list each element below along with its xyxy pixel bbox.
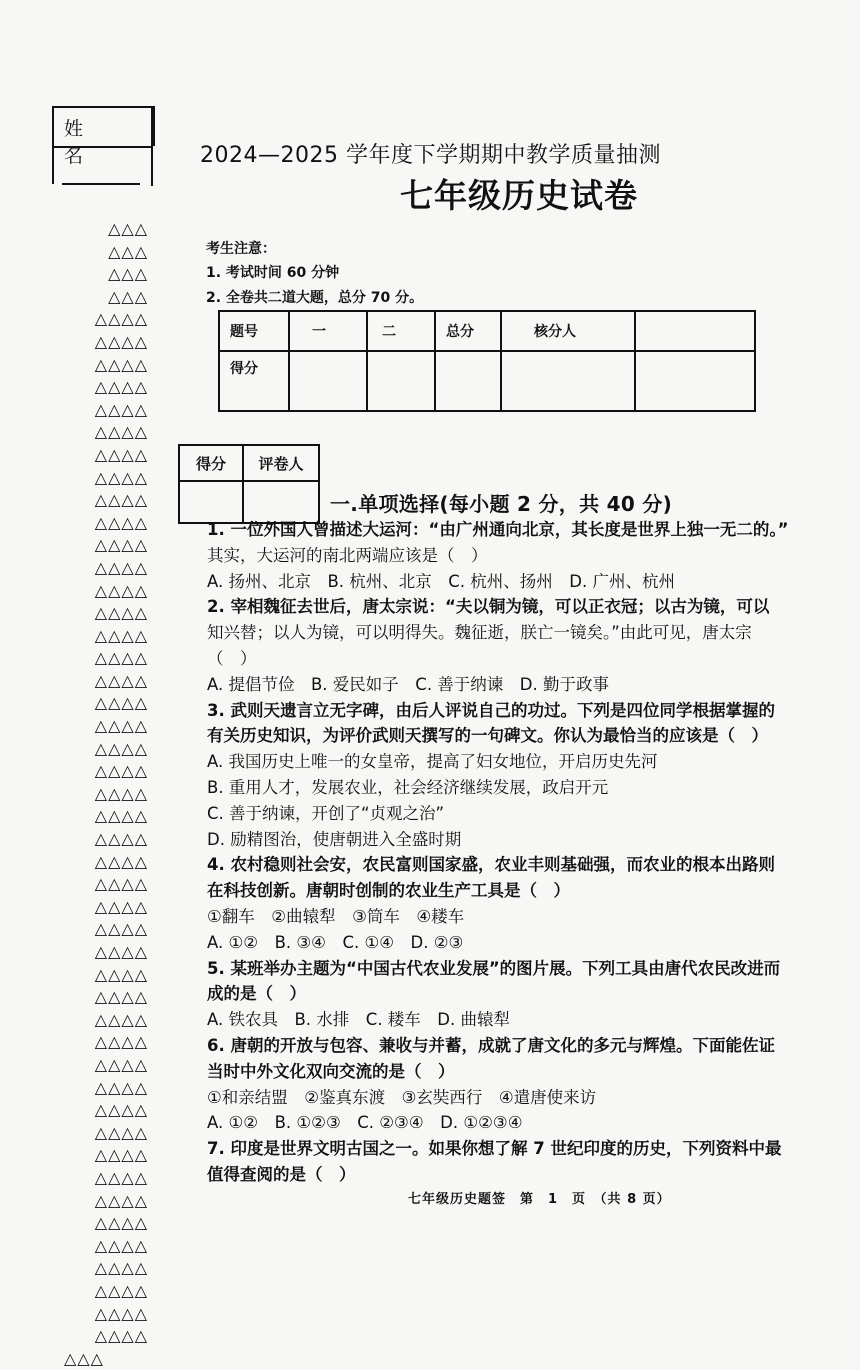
grader-table <box>178 444 320 524</box>
notice-title: 考生注意： <box>206 241 276 257</box>
name-fill-line[interactable] <box>62 183 140 185</box>
triangle-row: △△△ <box>108 241 148 261</box>
question-stem-line: 1. 一位外国人曾描述大运河：“由广州通向北京，其长度是世界上独一无二的。” <box>207 520 789 539</box>
name-box <box>52 106 153 186</box>
score-table-row-label: 得分 <box>219 351 289 411</box>
question-option-line: A. ①② B. ③④ C. ①④ D. ②③ <box>207 932 464 952</box>
triangle-row: △△△△ <box>94 377 148 397</box>
score-cell[interactable] <box>367 351 435 411</box>
question-stem-line: 值得查阅的是（ ） <box>207 1164 356 1184</box>
triangle-row: △△△△ <box>94 919 148 939</box>
triangle-row: △△△△ <box>94 829 148 849</box>
score-table-header-cell: 总分 <box>435 311 501 351</box>
triangle-row: △△△△ <box>94 987 148 1007</box>
score-table-header-cell: 题号 <box>219 311 289 351</box>
triangle-row: △△△△ <box>94 1122 148 1142</box>
triangle-row: △△△ <box>108 219 148 238</box>
grader-table-grader-header: 评卷人 <box>243 445 319 481</box>
triangle-row: △△△ <box>108 286 148 306</box>
triangle-row: △△△△ <box>94 1235 148 1255</box>
score-cell[interactable] <box>435 351 501 411</box>
notice-item: 2. 全卷共二道大题，总分 70 分。 <box>206 290 424 306</box>
triangle-row: △△△△ <box>94 851 148 871</box>
triangle-row: △△△△ <box>94 874 148 894</box>
triangle-row: △△△△ <box>94 467 148 487</box>
score-table-header-cell <box>635 311 755 351</box>
question-stem-line: 5. 某班举办主题为“中国古代农业发展”的图片展。下列工具由唐代农民改进而 <box>207 958 781 978</box>
triangle-row: △△△△ <box>94 580 148 600</box>
section-title: 一.单项选择(每小题 2 分，共 40 分) <box>330 492 673 516</box>
score-table-header-cell: 核分人 <box>501 311 635 351</box>
triangle-row: △△△△ <box>94 648 148 668</box>
score-table <box>218 310 756 412</box>
exam-title: 七年级历史试卷 <box>400 176 638 215</box>
triangle-row: △△△△ <box>94 1326 148 1346</box>
seal-line-triangles <box>64 218 148 1370</box>
score-table-header-cell: 二 <box>367 311 435 351</box>
question-option-line: A. 扬州、北京 B. 杭州、北京 C. 杭州、扬州 D. 广州、杭州 <box>207 571 676 591</box>
grader-table-score-header: 得分 <box>179 445 243 481</box>
triangle-row: △△△△ <box>94 693 148 713</box>
question-option-line: C. 善于纳谏，开创了“贞观之治” <box>207 803 445 823</box>
score-cell[interactable] <box>501 351 635 411</box>
question-option-line: A. 提倡节俭 B. 爱民如子 C. 善于纳谏 D. 勤于政事 <box>207 674 610 694</box>
question-option-line: 知兴替；以人为镜，可以明得失。魏征逝，朕亡一镜矣。”由此可见，唐太宗 <box>207 623 752 643</box>
triangle-row: △△△△ <box>94 942 148 961</box>
triangle-row: △△△△ <box>94 1258 148 1278</box>
triangle-row: △△△△ <box>94 625 148 645</box>
question-option-line: A. 我国历史上唯一的女皇帝，提高了妇女地位，开启历史先河 <box>207 752 658 772</box>
triangle-row: △△△△ <box>94 603 148 623</box>
question-stem-line: 在科技创新。唐朝时创制的农业生产工具是（ ） <box>207 881 570 901</box>
question-stem-line: 当时中外文化双向交流的是（ ） <box>207 1061 455 1081</box>
question-list <box>207 517 843 1188</box>
triangle-row: △△△△ <box>94 738 148 758</box>
triangle-row: △△△△ <box>94 670 148 690</box>
triangle-row: △△△△ <box>94 1054 148 1074</box>
triangle-row: △△△△ <box>94 1100 148 1120</box>
triangle-row: △△△△ <box>94 490 148 510</box>
triangle-row: △△△ <box>108 264 148 284</box>
triangle-row: △△△△ <box>94 354 148 374</box>
triangle-row: △△△△ <box>94 761 148 781</box>
triangle-row: △△△△ <box>94 422 148 442</box>
triangle-row: △△△△ <box>94 557 148 577</box>
page-footer: 七年级历史题签 第 1 页 （共 8 页） <box>408 1192 671 1207</box>
question-option-line: B. 重用人才，发展农业，社会经济继续发展，政启开元 <box>207 777 609 797</box>
name-label: 姓 名 <box>64 118 104 167</box>
triangle-row: △△△△ <box>94 806 148 826</box>
triangle-row: △△△△ <box>94 1145 148 1165</box>
question-stem-line: 有关历史知识，为评价武则天撰写的一句碑文。你认为最恰当的应该是（ ） <box>207 726 768 746</box>
triangle-row: △△△△ <box>94 1213 148 1233</box>
question-option-line: ①和亲结盟 ②鉴真东渡 ③玄奘西行 ④遣唐使来访 <box>207 1087 597 1107</box>
triangle-row: △△△△ <box>94 1167 148 1187</box>
question-option-line: 其实，大运河的南北两端应该是（ ） <box>207 545 488 565</box>
triangle-row: △△△△ <box>94 964 148 984</box>
triangle-row: △△△ <box>64 1348 104 1368</box>
question-option-line: （ ） <box>207 648 257 668</box>
name-box-left-border <box>52 106 54 184</box>
triangle-row: △△△△ <box>94 309 148 329</box>
triangle-row: △△△△ <box>94 1280 148 1300</box>
triangle-row: △△△△ <box>94 1077 148 1097</box>
question-option-line: A. ①② B. ①②③ C. ②③④ D. ①②③④ <box>207 1113 523 1133</box>
question-stem-line: 4. 农村稳则社会安，农民富则国家盛，农业丰则基础强，而农业的根本出路则 <box>207 855 775 875</box>
triangle-row: △△△△ <box>94 716 148 736</box>
triangle-row: △△△△ <box>94 1303 148 1323</box>
question-stem-line: 7. 印度是世界文明古国之一。如果你想了解 7 世纪印度的历史，下列资料中最 <box>207 1139 782 1159</box>
triangle-row: △△△△ <box>94 535 148 555</box>
question-stem-line: 成的是（ ） <box>207 984 306 1004</box>
triangle-row: △△△△ <box>94 1009 148 1029</box>
question-option-line: D. 励精图治，使唐朝进入全盛时期 <box>207 829 462 849</box>
question-stem-line: 2. 宰相魏征去世后，唐太宗说：“夫以铜为镜，可以正衣冠；以古为镜，可以 <box>207 597 770 617</box>
question-option-line: ①翻车 ②曲辕犁 ③筒车 ④耧车 <box>207 906 465 926</box>
exam-subtitle: 2024—2025 学年度下学期期中教学质量抽测 <box>200 143 661 168</box>
question-option-line: A. 铁农具 B. 水排 C. 耧车 D. 曲辕犁 <box>207 1010 511 1030</box>
triangle-row: △△△△ <box>94 512 148 532</box>
triangle-row: △△△△ <box>94 444 148 464</box>
triangle-row: △△△△ <box>94 783 148 803</box>
question-stem-line: 6. 唐朝的开放与包容、兼收与并蓄，成就了唐文化的多元与辉煌。下面能佐证 <box>207 1035 775 1055</box>
triangle-row: △△△△ <box>94 399 148 419</box>
notice-item: 1. 考试时间 60 分钟 <box>206 265 340 281</box>
score-cell[interactable] <box>635 351 755 411</box>
score-table-header-cell: 一 <box>289 311 367 351</box>
triangle-row: △△△△ <box>94 896 148 916</box>
triangle-row: △△△△ <box>94 1190 148 1210</box>
question-stem-line: 3. 武则天遗言立无字碑，由后人评说自己的功过。下列是四位同学根据掌握的 <box>207 700 775 720</box>
score-cell[interactable] <box>289 351 367 411</box>
triangle-row: △△△△ <box>94 331 148 351</box>
triangle-row: △△△△ <box>94 1032 148 1052</box>
